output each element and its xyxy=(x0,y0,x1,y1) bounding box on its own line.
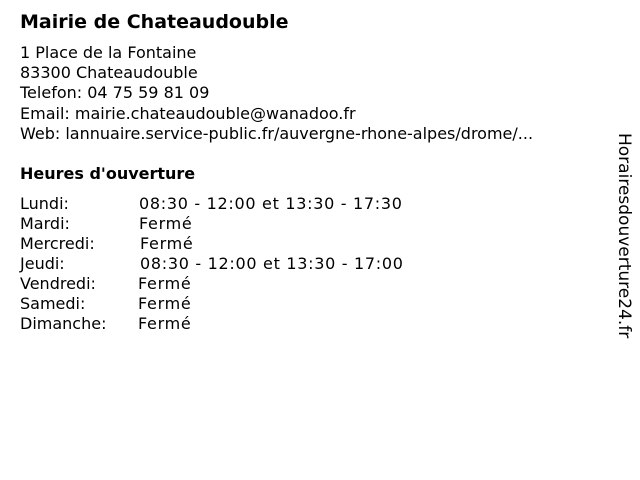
day-times: 08:30 - 12:00 et 13:30 - 17:00 xyxy=(140,254,404,273)
day-times: 08:30 - 12:00 et 13:30 - 17:30 xyxy=(139,194,403,213)
contact-info xyxy=(20,43,533,144)
phone-number: Telefon: 04 75 59 81 09 xyxy=(20,83,210,103)
day-label: Mercredi: xyxy=(20,234,95,253)
day-label: Jeudi: xyxy=(20,254,65,273)
day-times: Fermé xyxy=(138,314,192,333)
day-times: Fermé xyxy=(139,214,193,233)
address-street: 1 Place de la Fontaine xyxy=(20,43,197,62)
day-times: Fermé xyxy=(138,294,192,313)
address-city: 83300 Chateaudouble xyxy=(20,63,198,83)
website-url: Web: lannuaire.service-public.fr/auvergne-rhone-alpes/drome/... xyxy=(20,123,534,143)
day-label: Samedi: xyxy=(20,294,86,313)
opening-hours-heading: Heures d'ouverture xyxy=(20,164,196,183)
day-label: Mardi: xyxy=(20,214,70,233)
day-label: Dimanche: xyxy=(20,314,107,333)
day-times: Fermé xyxy=(140,234,194,253)
day-times: Fermé xyxy=(138,274,192,293)
email-address: Email: mairie.chateaudouble@wanadoo.fr xyxy=(20,103,356,123)
site-watermark: Horairesdouverture24.fr xyxy=(614,133,634,339)
day-label: Vendredi: xyxy=(20,274,96,293)
day-label: Lundi: xyxy=(20,194,69,213)
page-title: Mairie de Chateaudouble xyxy=(20,11,289,33)
